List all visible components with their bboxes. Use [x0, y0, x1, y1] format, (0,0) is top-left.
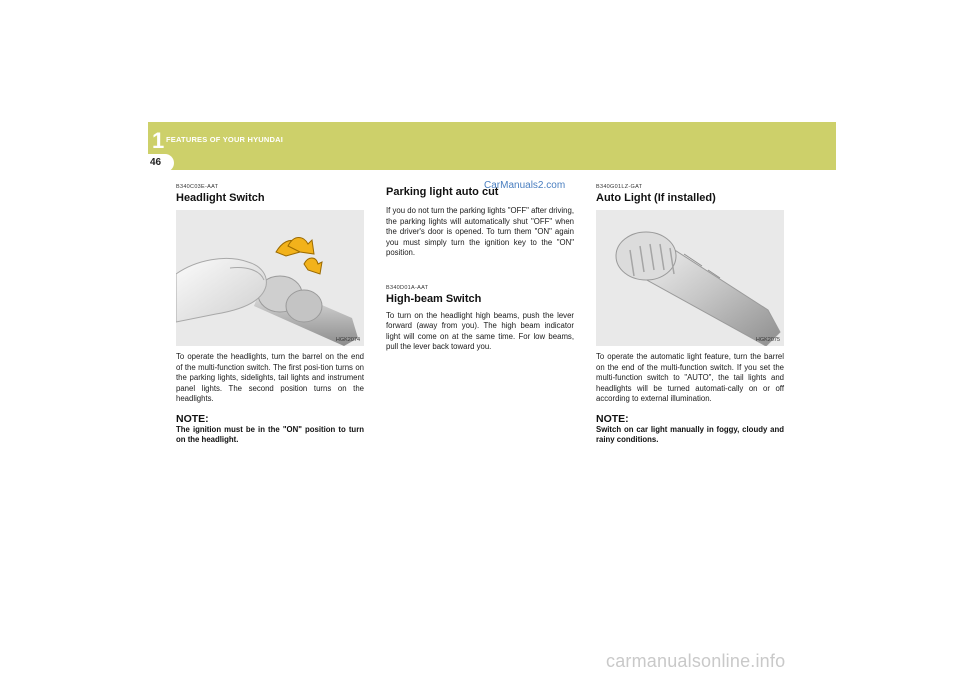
chapter-title: FEATURES OF YOUR HYUNDAI: [166, 135, 284, 144]
section-code: B340G01LZ-GAT: [596, 184, 643, 190]
page-number: 46: [150, 157, 162, 168]
hand-on-switch-icon: [176, 210, 364, 346]
column-auto-light: [596, 184, 784, 446]
note-label: NOTE:: [596, 412, 629, 425]
figure-label: HGK2075: [755, 337, 780, 343]
chapter-number: 1: [152, 128, 165, 153]
section-body-high-beam: To turn on the headlight high beams, push the lever forward (away from you). The high beam indicator light will come on at the same time. For low beams, pull the lever back toward you.: [386, 310, 574, 351]
header-band: [148, 122, 836, 170]
section-body: To operate the headlights, turn the barrel on the end of the multi-function switch. The first posi-tion turns on the parking lights, sidelights, tail lights and instrument panel lights. The second position turns on the headlights.: [176, 352, 364, 403]
section-body: To operate the automatic light feature, turn the barrel on the end of the multi-function switch. If you set the multi-function switch to "AUTO", the tail lights and headlights will be turned automati-cally on or off according to external illumination.: [596, 352, 784, 403]
footer-watermark[interactable]: carmanualsonline.info: [606, 651, 786, 671]
auto-light-illustration: [596, 210, 784, 346]
headlight-switch-illustration: [176, 210, 364, 346]
high-beam-section: [386, 285, 574, 353]
watermark-link[interactable]: CarManuals2.com: [484, 180, 566, 191]
auto-light-switch-icon: [596, 210, 784, 346]
column-parking-high-beam: [386, 184, 574, 353]
section-heading-high-beam: High-beam Switch: [386, 292, 482, 305]
figure-label: HGK2074: [335, 337, 360, 343]
section-body-parking: If you do not turn the parking lights "OFF" after driving, the parking lights will automatically shut "OFF" when the driver's door is opened. To turn them "ON" again you must simply turn the ignition key to the "ON" position.: [386, 206, 574, 257]
section-code: B340D01A-AAT: [386, 284, 429, 291]
column-headlight-switch: [176, 184, 364, 446]
note-text: The ignition must be in the "ON" position to turn on the headlight.: [176, 424, 364, 444]
note-text: Switch on car light manually in foggy, cloudy and rainy conditions.: [596, 424, 784, 444]
section-heading-parking: Parking light auto cut: [386, 186, 499, 198]
section-heading: Auto Light (If installed): [596, 192, 716, 204]
section-code: B340C03E-AAT: [176, 184, 219, 190]
section-heading: Headlight Switch: [176, 192, 265, 204]
note-label: NOTE:: [176, 412, 209, 425]
